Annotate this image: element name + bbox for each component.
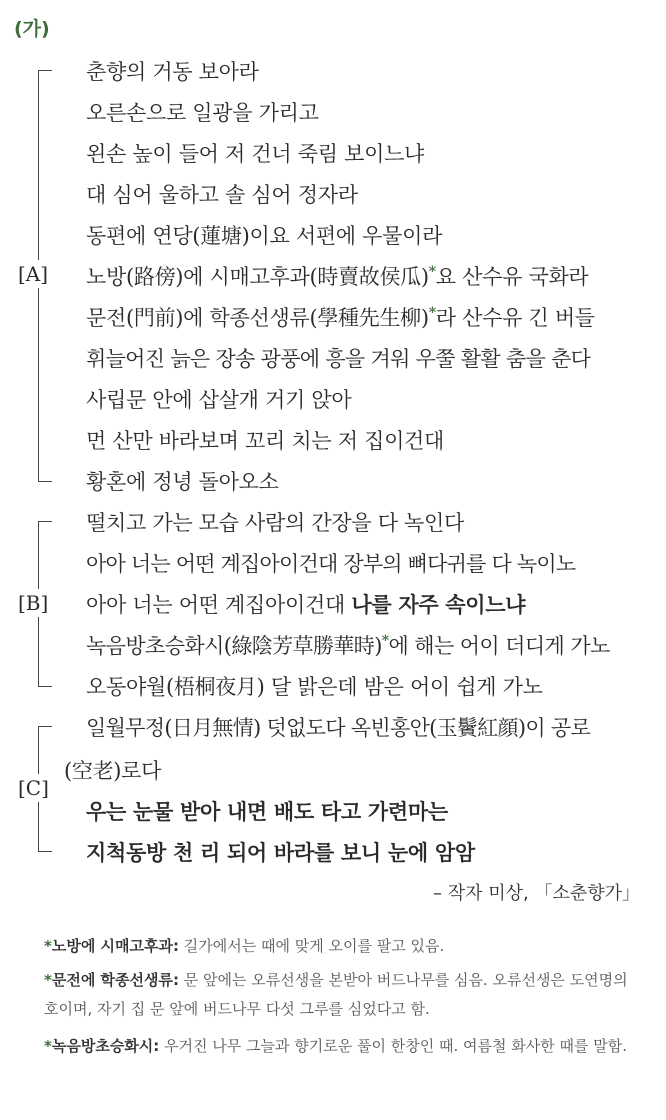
footnote xyxy=(44,932,644,961)
bracket-label-c: [C] xyxy=(18,776,49,800)
poem-line: 휘늘어진 늙은 장송 광풍에 흥을 겨워 우쭐 활활 춤을 춘다 xyxy=(86,347,591,371)
poem-line-part: 문전(門前)에 학종선생류(學種先生柳) xyxy=(86,306,429,330)
poem-line: 오동야월(梧桐夜月) 달 밝은데 밤은 어이 쉽게 가노 xyxy=(86,675,543,699)
attribution: – 작자 미상, 「소춘향가」 xyxy=(433,883,640,904)
footnote-term: 노방에 시매고후과: xyxy=(51,937,180,955)
poem-line-continuation: (空老)로다 xyxy=(64,759,162,783)
poem-line-part: 에 해는 어이 더디게 가노 xyxy=(388,634,610,658)
footnote-text: 문 앞에는 오류선생을 본받아 버드나무를 심음. 오류선생은 도연명의 호이며, 자기 집 문 앞에 버드나무 다섯 그루를 심었다고 함. xyxy=(44,971,628,1018)
poem-line: 일월무정(日月無情) 덧없도다 옥빈홍안(玉鬢紅顔)이 공로 xyxy=(86,716,591,740)
poem-line-part: 노방(路傍)에 시매고후과(時賣故侯瓜) xyxy=(86,265,429,289)
poem-line: 우는 눈물 받아 내면 배도 타고 가련마는 xyxy=(86,799,448,824)
poem-line xyxy=(86,589,525,619)
poem-line: 왼손 높이 들어 저 건너 죽림 보이느냐 xyxy=(86,142,425,166)
footnote-text: 우거진 나무 그늘과 향기로운 풀이 한창인 때. 여름철 화사한 때를 말함. xyxy=(159,1037,628,1055)
poem-line: 동편에 연당(蓮塘)이요 서편에 우물이라 xyxy=(86,224,443,248)
poem-line: 황혼에 정녕 돌아오소 xyxy=(86,470,279,494)
footnote xyxy=(44,966,644,1024)
poem-line-part: 라 산수유 긴 버들 xyxy=(435,306,595,330)
section-heading: (가) xyxy=(14,18,50,40)
footnote-term: 문전에 학종선생류: xyxy=(51,971,180,989)
poem-line: 춘향의 거동 보아라 xyxy=(86,60,259,84)
footnote xyxy=(44,1032,644,1061)
poem-line: 사립문 안에 삽살개 거기 앉아 xyxy=(86,388,352,412)
footnote-text: 길가에서는 때에 맞게 오이를 팔고 있음. xyxy=(179,937,445,955)
poem-line: 떨치고 가는 모습 사람의 간장을 다 녹인다 xyxy=(86,511,465,535)
poem-line: 오른손으로 일광을 가리고 xyxy=(86,101,319,125)
poem-line: 먼 산만 바라보며 꼬리 치는 저 집이건대 xyxy=(86,429,445,453)
footnote-marker: * xyxy=(44,937,52,955)
poem-line-part: 녹음방초승화시(綠陰芳草勝華時) xyxy=(86,634,382,658)
poem-line xyxy=(86,630,610,660)
poem-line xyxy=(86,302,595,332)
footnote-marker: * xyxy=(428,305,436,321)
poem-line: 대 심어 울하고 솔 심어 정자라 xyxy=(86,183,358,207)
footnote-marker: * xyxy=(44,1037,52,1055)
bracket-label-b: [B] xyxy=(18,591,49,615)
poem-line-emphasis: 나를 자주 속이느냐 xyxy=(351,592,526,617)
footnote-marker: * xyxy=(428,264,436,280)
poem-line-part: 아아 너는 어떤 계집아이건대 xyxy=(86,593,352,617)
poem-line xyxy=(86,261,588,291)
poem-line-part: 요 산수유 국화라 xyxy=(435,265,589,289)
bracket-label-a: [A] xyxy=(18,262,49,286)
footnote-marker: * xyxy=(381,633,389,649)
footnote-term: 녹음방초승화시: xyxy=(51,1037,160,1055)
poem-line: 아아 너는 어떤 계집아이건대 장부의 뼈다귀를 다 녹이노 xyxy=(86,552,576,576)
footnote-marker: * xyxy=(44,971,52,989)
poem-line: 지척동방 천 리 되어 바라를 보니 눈에 암암 xyxy=(86,840,475,865)
